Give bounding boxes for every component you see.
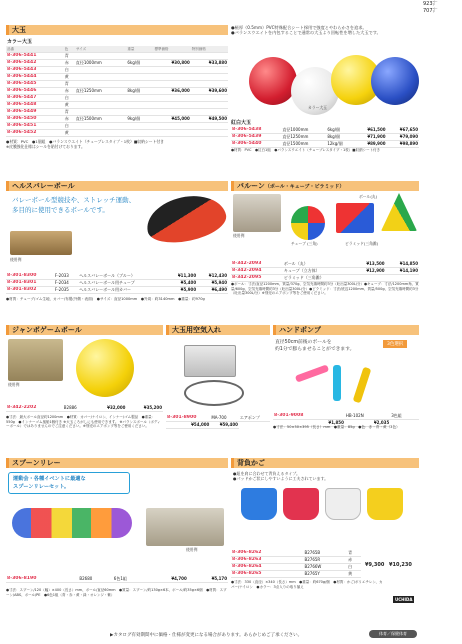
blank-b xyxy=(126,81,153,88)
product-color: 青 xyxy=(64,109,75,116)
product-name: ヘルスバレーボール（ブルー） xyxy=(78,273,166,280)
table-row xyxy=(6,287,228,294)
balloon-table xyxy=(231,261,419,282)
table-row xyxy=(6,95,228,102)
basket-section xyxy=(231,458,419,613)
product-weight: 8kg/個 xyxy=(326,134,354,141)
blank-d xyxy=(191,102,228,109)
product-code: 8-301-8300 xyxy=(6,273,54,280)
blank-a xyxy=(75,53,127,60)
product-color: 黄 xyxy=(64,130,75,137)
blank-b xyxy=(126,67,153,74)
blank-c xyxy=(154,123,191,130)
blank-d xyxy=(191,130,228,137)
product-code: 8-306-5449 xyxy=(6,109,64,116)
product-name: ボール（丸） xyxy=(283,261,352,268)
health-volleyball-section xyxy=(6,181,228,314)
product-model: F-2035 xyxy=(54,287,78,294)
product-color: 赤 xyxy=(347,557,361,564)
hand-pump-header: ハンドポンプ xyxy=(273,325,419,335)
product-code: 8-306-8190 xyxy=(6,576,78,583)
health-volleyball-table xyxy=(6,273,228,294)
blank-d xyxy=(191,123,228,130)
table-row xyxy=(273,413,419,420)
spoon-relay-section xyxy=(6,458,228,613)
ball-section-header: 大玉 xyxy=(6,25,228,35)
basket-catch: ●紐を肩に合わせて背負えるタイプ。 ●パッドかご状にしやすいように工夫されています。 xyxy=(233,471,329,481)
product-code: 8-306-5444 xyxy=(6,74,64,81)
product-model: B2766W xyxy=(304,564,348,571)
product-code: 8-306-8264 xyxy=(231,564,304,571)
balloon-ball-image xyxy=(291,206,325,240)
air-pump-section xyxy=(166,325,270,445)
blank-b xyxy=(126,123,153,130)
blank-b xyxy=(126,74,153,81)
blank-a xyxy=(75,67,127,74)
table-row xyxy=(6,81,228,88)
product-price: ¥45,000 xyxy=(154,116,191,123)
product-pieces: 6色1組 xyxy=(113,576,148,583)
product-color: 白 xyxy=(64,67,75,74)
product-price-special: ¥5,170 xyxy=(188,576,228,583)
ball-photo xyxy=(231,25,419,117)
hand-pump-section xyxy=(273,325,419,445)
product-code: 8-306-8265 xyxy=(231,571,304,578)
basket-price1: ¥9,300 xyxy=(365,562,385,568)
balloon-label-cube: チューブ (三角) xyxy=(291,241,318,246)
product-pieces: 3色組 xyxy=(390,413,419,420)
table-row xyxy=(231,275,419,282)
ball-feature-2: ●バランスウエイトを内包することで通常の大玉より回転性を増した大玉です。 xyxy=(231,30,381,35)
product-name: ヘルスバレーボール用カバー xyxy=(78,287,166,294)
table-row xyxy=(6,67,228,74)
color-ball-table xyxy=(6,46,228,137)
product-price: ¥12,900 xyxy=(352,268,385,275)
footer-note: ▶カタログ有効期間中に価格・仕様が変更になる場合があります。あらかじめご了承ください。 xyxy=(110,633,303,638)
air-hose-image xyxy=(184,380,244,406)
product-size: 直径1000mm xyxy=(281,127,326,134)
product-price: ¥5,400 xyxy=(166,280,197,287)
blank-a xyxy=(75,95,127,102)
health-volleyball-note: ●材質：チューブ/ゴム生地、カバー/布製(外側・表面) ●サイズ：直径1000mm ●外周：約3140mm ●重量：約970g xyxy=(6,297,205,301)
product-price-special: ¥6,490 xyxy=(197,287,228,294)
spoon-usage-label: 使用例 xyxy=(186,547,198,552)
product-code: 8-306-5452 xyxy=(6,130,64,137)
product-code: 8-306-5450 xyxy=(6,116,64,123)
table-row xyxy=(6,88,228,95)
blank-c xyxy=(154,130,191,137)
basket-note: ●寸法：330（直径）×340（長さ）mm ●重量：約670g/個 ●材質：かご/ポリエチレン、カバー/ナイロン ●カラー：3点入りの取り揃え xyxy=(231,580,383,589)
product-size: 直径1000mm xyxy=(75,60,127,67)
table-row xyxy=(6,102,228,109)
extra-link-1[interactable]: 923㌻ xyxy=(423,1,438,7)
blank-c xyxy=(154,102,191,109)
product-price-special: ¥67,650 xyxy=(387,127,419,134)
basket-price xyxy=(365,562,412,568)
table-row xyxy=(6,280,228,287)
product-weight: 6kg/個 xyxy=(126,60,153,67)
spoon-relay-table xyxy=(6,576,228,583)
hand-pump-pink xyxy=(295,364,329,382)
basket-blue-image xyxy=(241,488,277,520)
hand-pump-note: ●寸法：50×50×395（長さ）mm ●重量：85g ●色：赤・青・黄（3色） xyxy=(273,425,400,429)
table-row xyxy=(6,53,228,60)
product-price: ¥5,900 xyxy=(166,287,197,294)
product-price-special: ¥79,090 xyxy=(387,134,419,141)
product-price-special: ¥14,850 xyxy=(386,261,419,268)
col-price2: 特別価格 xyxy=(191,46,228,53)
product-model: B2886 xyxy=(63,405,90,412)
product-price: ¥1,850 xyxy=(273,420,345,427)
product-model: F-2034 xyxy=(54,280,78,287)
product-color: 赤 xyxy=(64,88,75,95)
balloon-title: バルーン xyxy=(237,182,265,190)
product-code: 8-306-5441 xyxy=(6,53,64,60)
product-price-special: ¥2,035 xyxy=(345,420,390,427)
table-row xyxy=(6,576,228,583)
hand-pump-cyan xyxy=(333,365,341,401)
table-row xyxy=(166,415,270,422)
spoon-relay-note: ●寸法：スプーン/120（幅）×400（長さ）mm、ボール/直径60mm ●質量：スプーン/約130g×6本、ボール/約35g×6個 ●材質：スプーン/ABS、ボール/PE ●6色1組（青・赤・黄・緑・オレンジ・紫） xyxy=(6,588,227,597)
balloon-label-ball: ボール(丸) xyxy=(359,194,378,199)
balloon-note: ●ボール：寸法/直径1200mm、質量/370g、空気充填時間約3分（吐出量300L/分）●キューブ：寸法/1200mm角、質量/600g、空気充填時間約3分（吐出量300L/分）●ピラミッド：寸法/底辺1200mm、質量/500g、空気充填時間約3分（吐出量300L/分）※別売のエアポンプ等をご使用ください。 xyxy=(231,282,419,296)
product-code: 8-306-5447 xyxy=(6,95,64,102)
uchida-logo: UCHIDA xyxy=(395,597,413,602)
product-code: 8-306-5439 xyxy=(231,134,281,141)
product-price: ¥36,000 xyxy=(154,88,191,95)
product-price: ¥30,800 xyxy=(154,60,191,67)
product-price-special: ¥12,430 xyxy=(197,273,228,280)
air-pump-image xyxy=(184,345,236,377)
product-color: 白 xyxy=(347,564,361,571)
blank-c xyxy=(154,81,191,88)
balloon-cube-image xyxy=(336,203,374,233)
col-code: 品番 xyxy=(6,46,64,53)
balloon-usage-photo xyxy=(233,194,281,232)
red-ball-image xyxy=(249,57,297,105)
blank-a xyxy=(75,74,127,81)
product-color: 赤 xyxy=(64,60,75,67)
basket-header: 背負かご xyxy=(231,458,419,468)
col-price1: 標準価格 xyxy=(154,46,191,53)
product-color: 黄 xyxy=(347,571,361,578)
blank-c xyxy=(154,74,191,81)
product-model: B2765B xyxy=(304,550,348,557)
blank-d xyxy=(191,67,228,74)
ball-note-2: ※皮膜強化仕様はシールを貼付けております。 xyxy=(6,144,85,149)
jumbo-ball-image xyxy=(76,339,134,397)
balloon-section xyxy=(231,181,419,314)
blank-b xyxy=(126,102,153,109)
product-code: 8-301-8301 xyxy=(6,280,54,287)
product-price: ¥13,500 xyxy=(352,261,385,268)
product-name: ヘルスバレーボール用チューブ xyxy=(78,280,166,287)
spoon-usage-photo xyxy=(146,508,224,546)
jumbo-usage-photo xyxy=(8,339,63,381)
product-size: 直径1500mm xyxy=(75,116,127,123)
blank-c xyxy=(154,109,191,116)
jumbo-table xyxy=(6,405,163,412)
table-row xyxy=(231,564,361,571)
product-price-special: ¥98,890 xyxy=(387,141,419,148)
product-weight: 8kg/個 xyxy=(126,88,153,95)
product-code: 8-342-2202 xyxy=(6,405,63,412)
product-code: 8-342-2093 xyxy=(231,261,283,268)
product-color: 青 xyxy=(347,550,361,557)
product-color: 白 xyxy=(64,123,75,130)
hand-pump-badge: 3色選択 xyxy=(383,340,407,348)
product-code: 8-306-5443 xyxy=(6,67,64,74)
product-weight: 12kg/個 xyxy=(326,141,354,148)
product-code: 8-306-5442 xyxy=(6,60,64,67)
extra-links xyxy=(423,0,462,644)
usage-label: 使用例 xyxy=(10,257,22,262)
blank-a xyxy=(75,109,127,116)
ball-section xyxy=(6,25,228,163)
blank-b xyxy=(126,53,153,60)
product-color: 赤 xyxy=(64,116,75,123)
ball-feature-1: ●極厚（0.5mm）PVC特殊配合シート採用で強度とやわらかさを追求。 xyxy=(231,25,367,30)
balloon-pyramid-image xyxy=(381,193,417,231)
ball-photo-label: カラー大玉 xyxy=(308,105,327,110)
table-row xyxy=(231,268,419,275)
product-code: 8-301-9008 xyxy=(273,413,345,420)
spoon-relay-catch: 運動会・各種イベントに最適な スプーンリレーセット。 xyxy=(8,472,130,494)
balloon-subtitle: （ボール・キューブ・ピラミッド） xyxy=(264,184,345,190)
product-code: 8-342-2094 xyxy=(231,268,283,275)
product-code: 8-306-5451 xyxy=(6,123,64,130)
air-pump-header: 大玉用空気入れ xyxy=(166,325,270,335)
color-ball-subtitle: カラー大玉 xyxy=(7,39,33,45)
blank-a xyxy=(75,102,127,109)
col-size: サイズ xyxy=(75,46,127,53)
blank-b xyxy=(126,95,153,102)
basket-yellow-image xyxy=(367,488,403,520)
volleyball-usage-photo xyxy=(10,231,72,255)
basket-red-image xyxy=(283,488,319,520)
blank-c xyxy=(154,95,191,102)
product-price-special: ¥35,200 xyxy=(126,405,163,412)
product-code: 8-306-8262 xyxy=(231,550,304,557)
table-row xyxy=(231,571,361,578)
table-row xyxy=(6,116,228,123)
product-size: 直径1250mm xyxy=(75,88,127,95)
blank-c xyxy=(154,53,191,60)
product-code: 8-306-8263 xyxy=(231,557,304,564)
product-price-special: ¥5,940 xyxy=(197,280,228,287)
table-row xyxy=(231,141,419,148)
product-weight: 9kg/個 xyxy=(126,116,153,123)
balloon-label-pyramid: ピラミッド(三角錐) xyxy=(345,241,379,246)
col-color: 色 xyxy=(64,46,75,53)
air-pump-table xyxy=(166,415,270,429)
blank-a xyxy=(75,130,127,137)
redwhite-ball-subtitle: 紅白大玉 xyxy=(231,120,252,126)
product-weight: 6kg/個 xyxy=(326,127,354,134)
table-row xyxy=(6,405,163,412)
redwhite-ball-block xyxy=(231,119,419,163)
product-model: B2765R xyxy=(304,557,348,564)
product-price: ¥11,300 xyxy=(166,273,197,280)
hand-pump-yellow xyxy=(353,367,372,404)
blank-d xyxy=(191,53,228,60)
blank-d xyxy=(191,109,228,116)
extra-link-2[interactable]: 707㌻ xyxy=(423,8,438,14)
product-price: ¥71,900 xyxy=(354,134,386,141)
product-code: 8-306-5438 xyxy=(231,127,281,134)
ball-note: ●材質：PVC ●1個組 ●バランスウエイト（チューブレスタイプ・1枚）■収納シート付き xyxy=(6,139,164,144)
table-row xyxy=(166,422,270,429)
product-model: F-2033 xyxy=(54,273,78,280)
table-row xyxy=(6,60,228,67)
product-model: HB-102N xyxy=(345,413,390,420)
product-code: 8-342-2095 xyxy=(231,275,283,282)
product-price-special: ¥39,600 xyxy=(191,88,228,95)
product-size: 直径1500mm xyxy=(281,141,326,148)
product-price: ¥54,000 xyxy=(166,422,210,429)
product-size: 直径1250mm xyxy=(281,134,326,141)
product-color: 青 xyxy=(64,81,75,88)
basket-white-image xyxy=(325,488,361,520)
product-name: キューブ（立方体） xyxy=(283,268,352,275)
blank-a xyxy=(75,81,127,88)
volleyball-image xyxy=(142,189,229,249)
jumbo-note: ●寸法：最大ボール直径約1200mm ●材質：カバー/ナイロン、インナー/ゴム製品 ●重量：550g ●インナーゴム風船1個付き ※大玉ころがしにも使用できます。 ※バランスボール（ボディーボール）ではありませんのでご注意ください。※別売のエアポンプ等をご使用ください。 xyxy=(6,415,161,429)
blank-b xyxy=(126,130,153,137)
spoon-set-image xyxy=(12,508,132,538)
balloon-label-usage: 使用例 xyxy=(233,233,245,238)
spoon-relay-header: スプーンリレー xyxy=(6,458,228,468)
product-price: ¥61,500 xyxy=(354,127,386,134)
product-color: 白 xyxy=(64,95,75,102)
col-weight: 重量 xyxy=(126,46,153,53)
blue-ball-image xyxy=(371,57,419,105)
blank-c xyxy=(154,67,191,74)
table-row xyxy=(231,557,361,564)
hand-pump-catch: 直径50cm前後のボールを 約1分で膨らませることができます。 xyxy=(275,340,355,352)
table-row xyxy=(6,109,228,116)
product-name: ピラミッド（三角錐） xyxy=(283,275,352,282)
product-model: B2765Y xyxy=(304,571,348,578)
redwhite-ball-table xyxy=(231,127,419,148)
product-code: 8-306-5448 xyxy=(6,102,64,109)
product-price-special: ¥33,880 xyxy=(191,60,228,67)
jumbo-usage-label: 使用例 xyxy=(8,382,20,387)
product-model: B2680 xyxy=(78,576,112,583)
table-row xyxy=(6,123,228,130)
product-code: 8-301-8302 xyxy=(6,287,54,294)
health-volleyball-header: ヘルスバレーボール xyxy=(6,181,228,191)
product-price: ¥89,900 xyxy=(354,141,386,148)
product-price-special: ¥59,400 xyxy=(210,422,239,429)
redwhite-note: ●材質：PVC ●紅白1組 ●バランスウエイト（チューブレスタイプ・1枚）■収納シート付き xyxy=(231,148,381,152)
basket-table xyxy=(231,550,361,578)
product-color: 黄 xyxy=(64,74,75,81)
product-color: 青 xyxy=(64,53,75,60)
product-price-special xyxy=(386,275,419,282)
table-row xyxy=(231,134,419,141)
product-code: 8-301-8900 xyxy=(166,415,210,422)
product-model: MA-700 xyxy=(210,415,239,422)
product-code: 8-306-5446 xyxy=(6,88,64,95)
blank-a xyxy=(75,123,127,130)
basket-price2: ¥10,230 xyxy=(389,562,412,568)
table-row xyxy=(6,130,228,137)
blank-d xyxy=(191,95,228,102)
blank-d xyxy=(191,74,228,81)
product-price: ¥4,700 xyxy=(148,576,188,583)
blank-b xyxy=(126,109,153,116)
table-row xyxy=(6,74,228,81)
product-price: ¥32,000 xyxy=(90,405,127,412)
balloon-header xyxy=(231,181,419,191)
jumbo-header: ジャンボゲームボール xyxy=(6,325,163,335)
product-price-special: ¥14,190 xyxy=(386,268,419,275)
product-name: エアポンプ xyxy=(239,415,270,422)
product-code: 8-306-5445 xyxy=(6,81,64,88)
footer-badge: 体育／保健体育 xyxy=(369,630,417,638)
product-price-special: ¥49,500 xyxy=(191,116,228,123)
product-color: 黄 xyxy=(64,102,75,109)
health-volleyball-catch: バレーボール型競技や、ストレッチ運動、多目的に使用できるボールです。 xyxy=(12,196,136,214)
product-price xyxy=(352,275,385,282)
blank-d xyxy=(191,81,228,88)
product-code: 8-306-5440 xyxy=(231,141,281,148)
jumbo-section xyxy=(6,325,163,445)
